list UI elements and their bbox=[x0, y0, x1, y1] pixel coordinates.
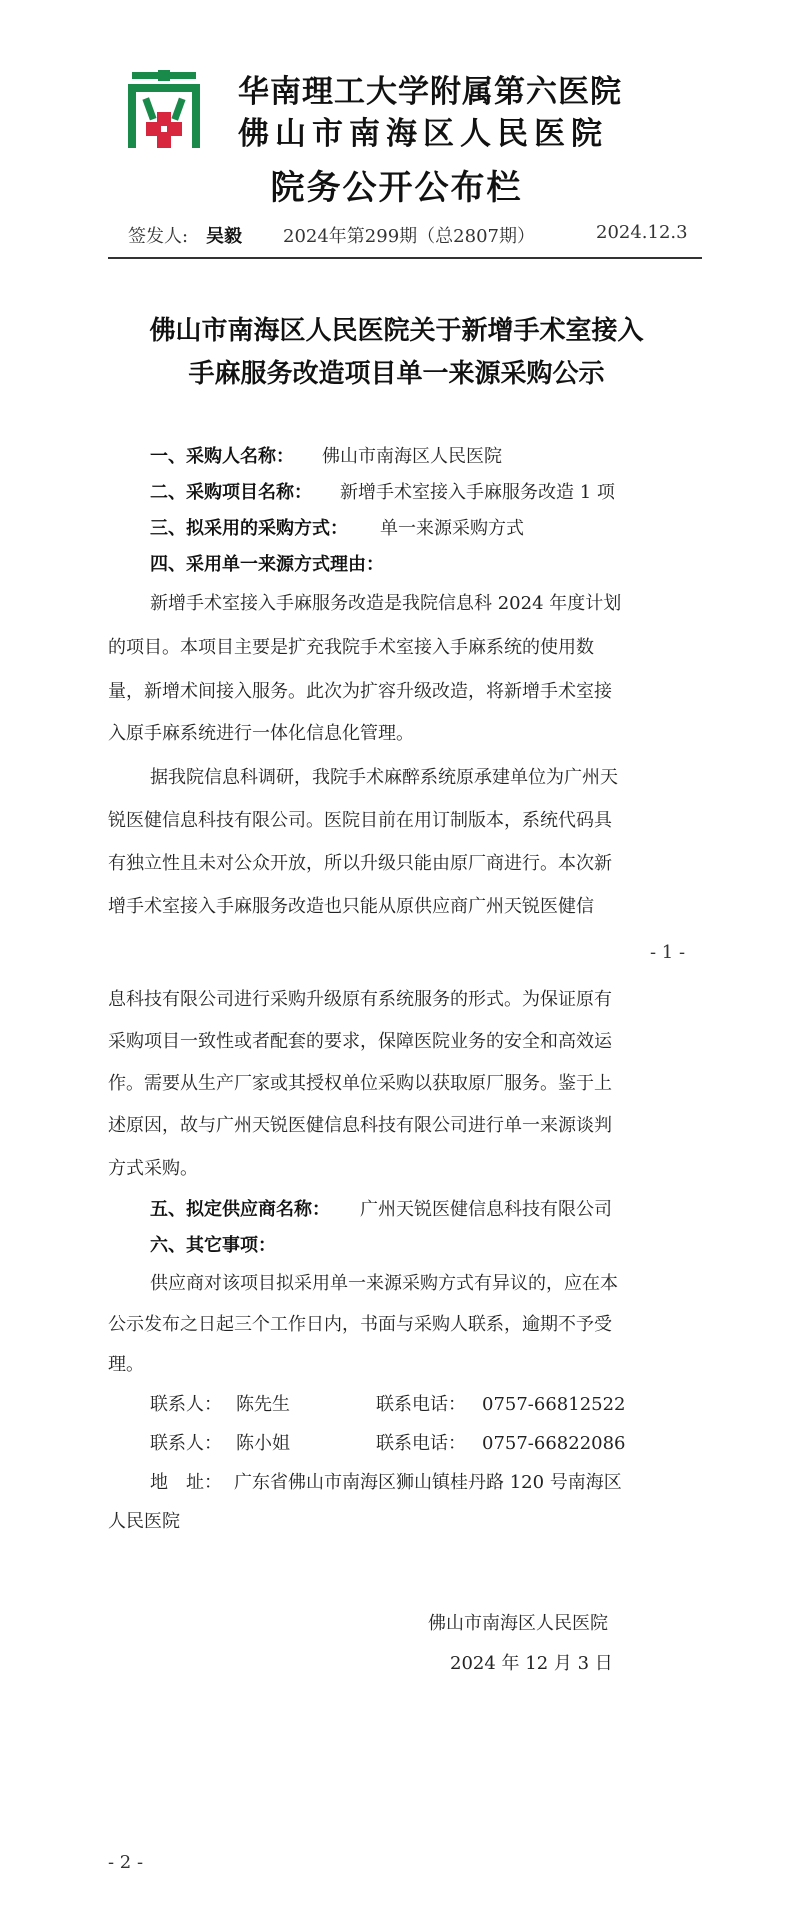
page-number-1: - 1 - bbox=[650, 942, 686, 963]
s2-value: 新增手术室接入手麻服务改造 1 项 bbox=[340, 482, 615, 503]
s1-value: 佛山市南海区人民医院 bbox=[322, 446, 502, 467]
p2-line: 增手术室接入手麻服务改造也只能从原供应商广州天锐医健信 bbox=[108, 896, 594, 917]
p3-line: 供应商对该项目拟采用单一来源采购方式有异议的，应在本 bbox=[150, 1273, 618, 1294]
p1-line: 入原手麻系统进行一体化信息化管理。 bbox=[108, 723, 414, 744]
contact-label: 联系人： bbox=[150, 1394, 222, 1415]
s5-label: 五、拟定供应商名称： bbox=[150, 1199, 330, 1220]
s4-label: 四、采用单一来源方式理由： bbox=[150, 554, 384, 575]
p2-line: 述原因，故与广州天锐医健信息科技有限公司进行单一来源谈判 bbox=[108, 1115, 612, 1136]
s5-value: 广州天锐医健信息科技有限公司 bbox=[360, 1199, 612, 1220]
s2-label: 二、采购项目名称： bbox=[150, 482, 312, 503]
s6-label: 六、其它事项： bbox=[150, 1235, 276, 1256]
address-label: 地 址： bbox=[150, 1472, 222, 1493]
contact-phone-label: 联系电话： bbox=[376, 1433, 466, 1454]
p2-line: 作。需要从生产厂家或其授权单位采购以获取原厂服务。鉴于上 bbox=[108, 1073, 612, 1094]
address-line: 人民医院 bbox=[108, 1511, 180, 1532]
p1-line: 量，新增术间接入服务。此次为扩容升级改造，将新增手术室接 bbox=[108, 681, 612, 702]
issue-info: 2024年第299期（总2807期） bbox=[283, 226, 535, 247]
header-divider bbox=[108, 257, 702, 259]
doc-title-line1: 佛山市南海区人民医院关于新增手术室接入 bbox=[149, 316, 644, 346]
p2-line: 采购项目一致性或者配套的要求，保障医院业务的安全和高效运 bbox=[108, 1031, 612, 1052]
s1-label: 一、采购人名称： bbox=[150, 446, 294, 467]
p2-line: 据我院信息科调研，我院手术麻醉系统原承建单位为广州天 bbox=[150, 767, 618, 788]
signature-date: 2024 年 12 月 3 日 bbox=[450, 1653, 613, 1674]
page-number-2: - 2 - bbox=[108, 1852, 144, 1873]
p1-line: 的项目。本项目主要是扩充我院手术室接入手麻系统的使用数 bbox=[108, 637, 594, 658]
hospital-name-line2: 佛山市南海区人民医院 bbox=[238, 116, 608, 152]
contact-name: 陈先生 bbox=[236, 1394, 290, 1415]
issue-date: 2024.12.3 bbox=[596, 222, 688, 243]
hospital-name-line1: 华南理工大学附属第六医院 bbox=[238, 74, 622, 110]
signature-org: 佛山市南海区人民医院 bbox=[428, 1613, 608, 1634]
p1-line: 新增手术室接入手麻服务改造是我院信息科 2024 年度计划 bbox=[150, 593, 622, 614]
p3-line: 公示发布之日起三个工作日内，书面与采购人联系，逾期不予受 bbox=[108, 1314, 612, 1335]
contact-name: 陈小姐 bbox=[236, 1433, 290, 1454]
s3-value: 单一来源采购方式 bbox=[380, 518, 524, 539]
board-title: 院务公开公布栏 bbox=[270, 168, 523, 208]
s3-label: 三、拟采用的采购方式： bbox=[150, 518, 348, 539]
contact-label: 联系人： bbox=[150, 1433, 222, 1454]
p2-line: 有独立性且未对公众开放，所以升级只能由原厂商进行。本次新 bbox=[108, 853, 612, 874]
contact-phone-label: 联系电话： bbox=[376, 1394, 466, 1415]
p2-line: 息科技有限公司进行采购升级原有系统服务的形式。为保证原有 bbox=[108, 989, 612, 1010]
p2-line: 锐医健信息科技有限公司。医院目前在用订制版本，系统代码具 bbox=[108, 810, 612, 831]
contact-phone: 0757-66822086 bbox=[482, 1433, 626, 1454]
doc-title-line2: 手麻服务改造项目单一来源采购公示 bbox=[188, 359, 605, 389]
p2-line: 方式采购。 bbox=[108, 1158, 198, 1179]
signer-label: 签发人: bbox=[128, 226, 189, 247]
p3-line: 理。 bbox=[108, 1354, 144, 1375]
address-line: 广东省佛山市南海区狮山镇桂丹路 120 号南海区 bbox=[234, 1472, 622, 1493]
hospital-logo bbox=[124, 70, 204, 150]
contact-phone: 0757-66812522 bbox=[482, 1394, 626, 1415]
signer-name: 吴毅 bbox=[206, 226, 242, 247]
